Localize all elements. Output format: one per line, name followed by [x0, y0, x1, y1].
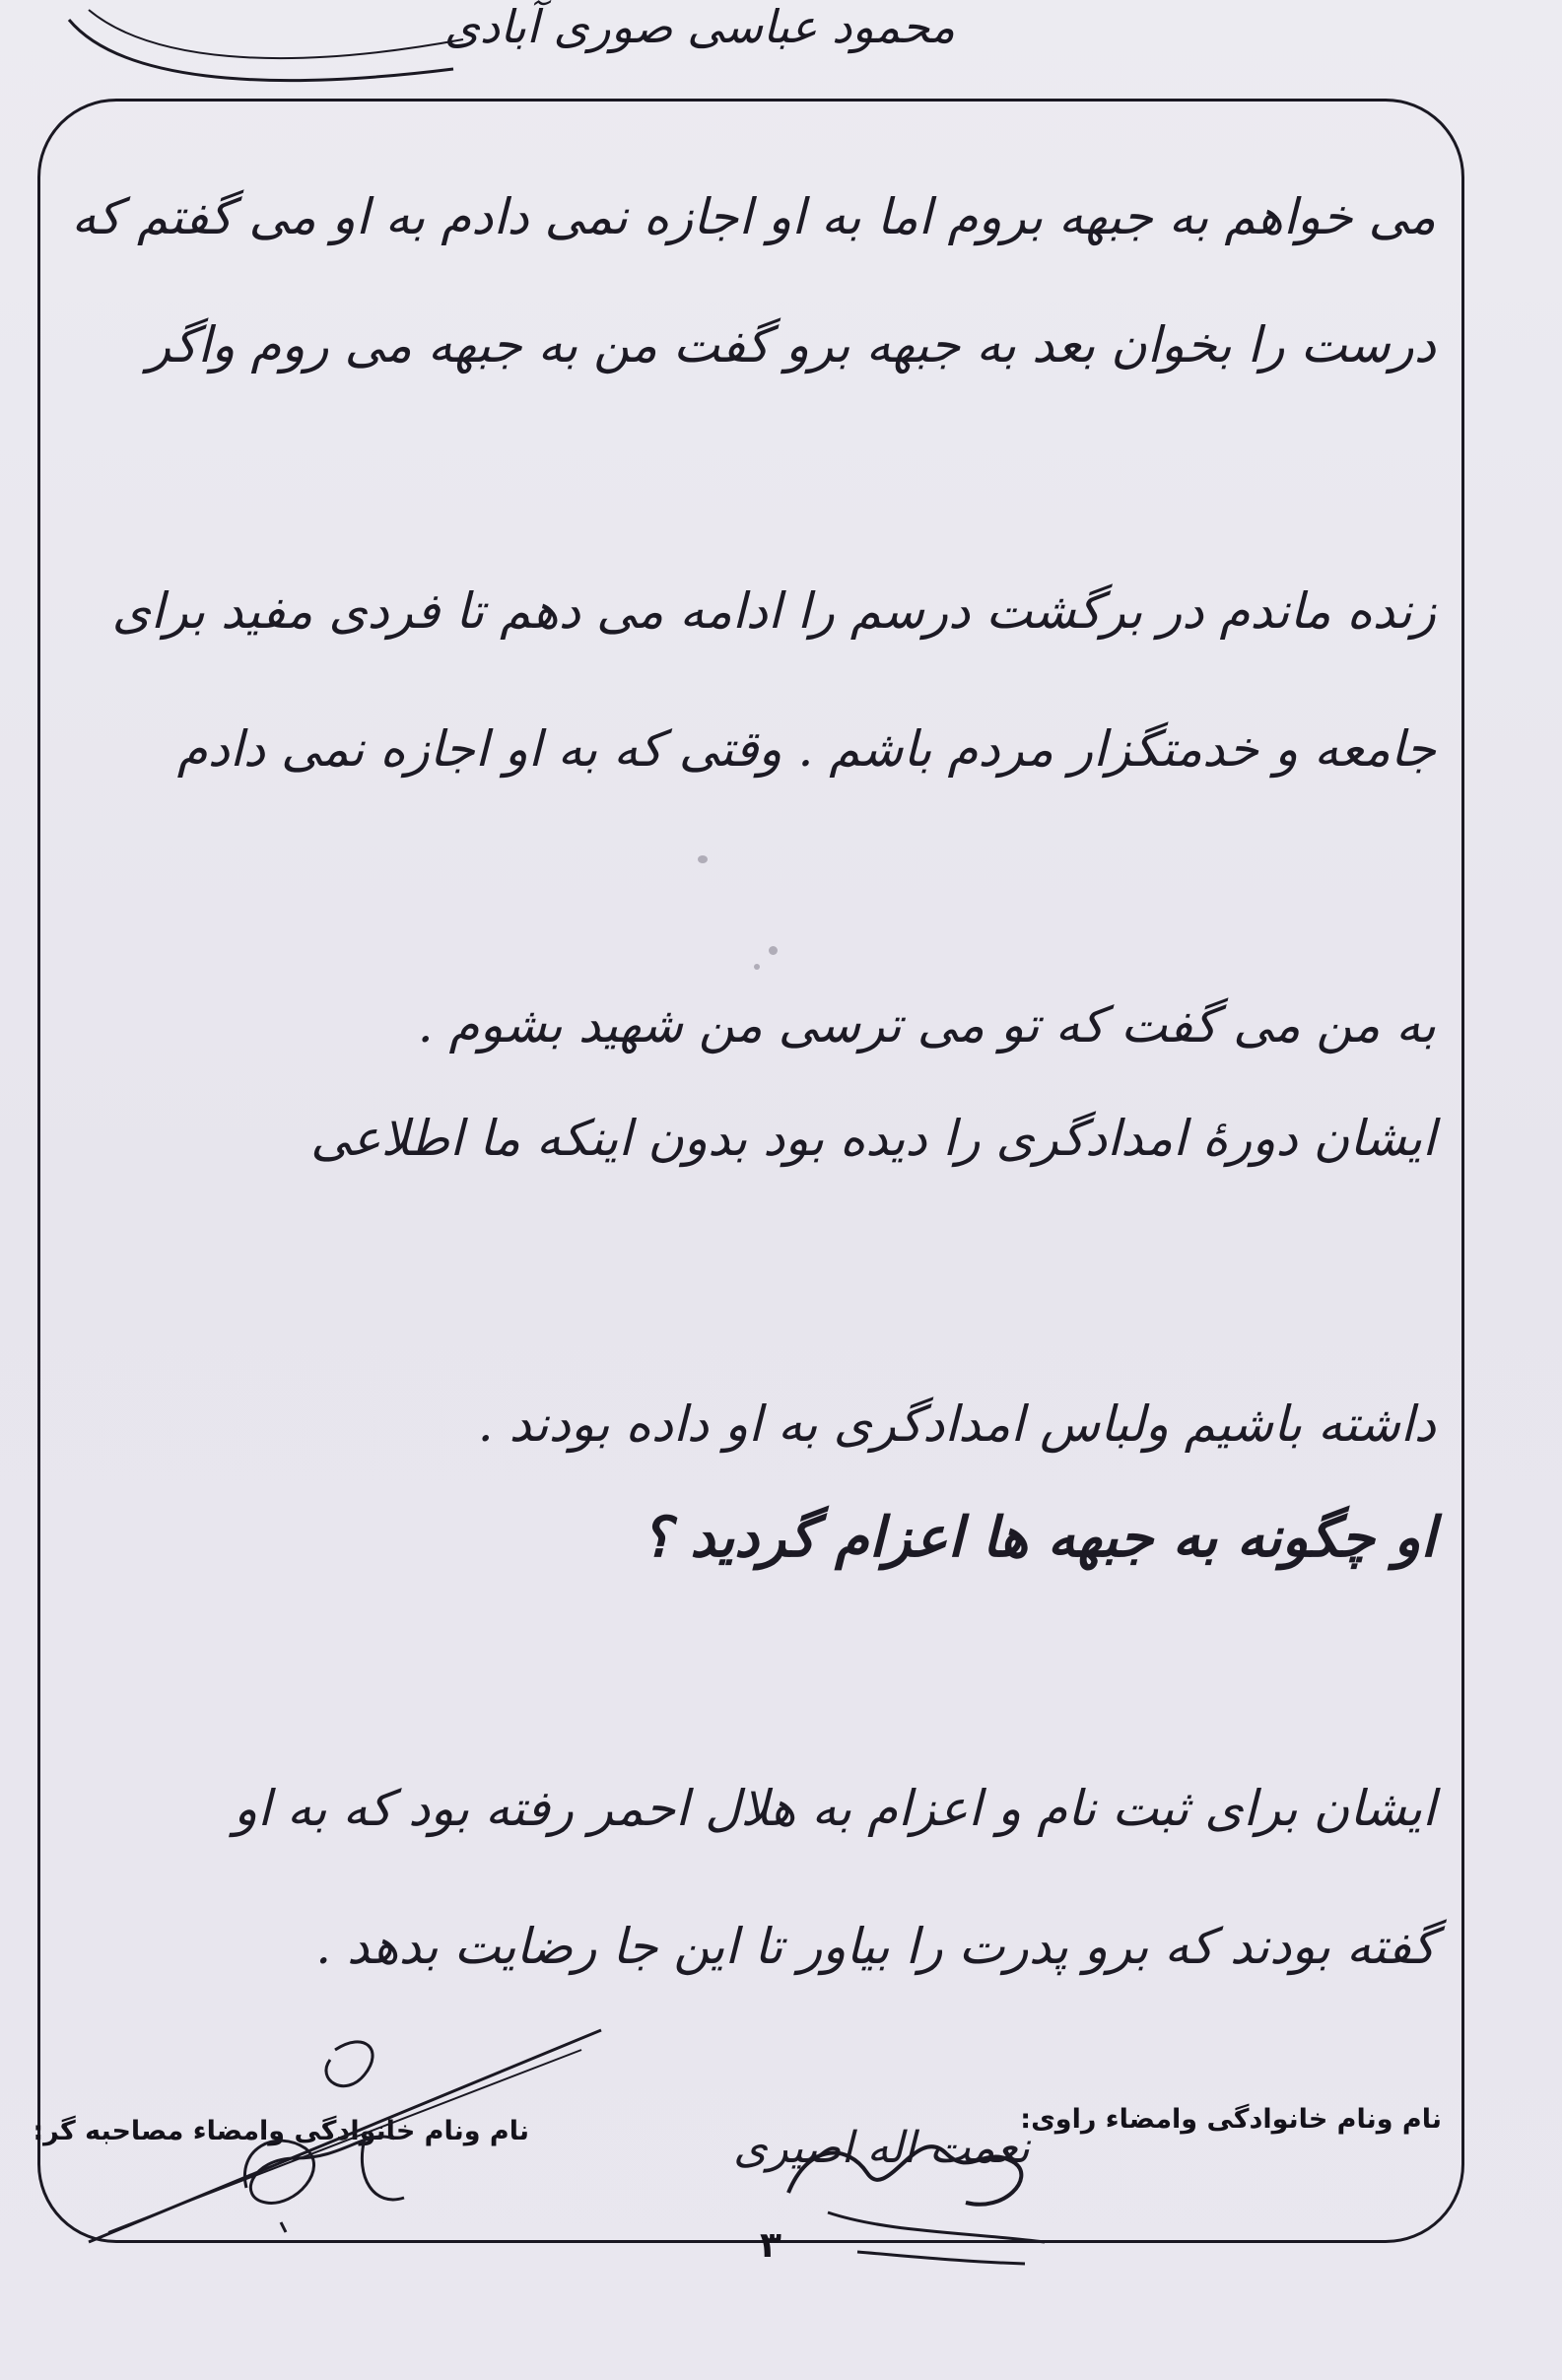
paper-speck	[754, 964, 760, 970]
handwritten-line-6: ایشان دورهٔ امدادگری را دیده بود بدون اینکه ما اطلاعی	[310, 1110, 1436, 1167]
handwritten-line-3: زنده ماندم در برگشت درسم را ادامه می دهم تا فردی مفید برای	[111, 582, 1436, 640]
header-underline-stroke	[59, 0, 473, 108]
handwritten-question: او چگونه به جبهه ها اعزام گردید ؟	[641, 1505, 1436, 1570]
narrator-label: نام ونام خانوادگی وامضاء راوی:	[1020, 2104, 1442, 2135]
paper-speck	[698, 855, 708, 863]
narrator-signature	[769, 2084, 1064, 2272]
handwritten-line-5: به من می گفت که تو می ترسی من شهید بشوم .	[417, 996, 1436, 1054]
handwritten-line-4: جامعه و خدمتگزار مردم باشم . وقتی که به او اجازه نمی دادم	[176, 720, 1436, 778]
handwritten-line-7: داشته باشیم ولباس امدادگری به او داده بودند .	[477, 1395, 1436, 1453]
narrator-name-handwritten: نعمت اله اصیری	[733, 2123, 1030, 2173]
handwritten-line-2: درست را بخوان بعد به جبهه برو گفت من به جبهه می روم واگر	[147, 316, 1436, 374]
page-number: ٣	[760, 2225, 781, 2266]
handwritten-line-1: می خواهم به جبهه بروم اما به او اجازه نمی دادم به او می گفتم که	[71, 188, 1436, 245]
handwritten-line-8: ایشان برای ثبت نام و اعزام به هلال احمر رفته بود که به او	[234, 1780, 1436, 1837]
interviewer-signature	[69, 2020, 621, 2257]
handwritten-line-9: گفته بودند که برو پدرت را بیاور تا این جا رضایت بدهد .	[315, 1918, 1436, 1975]
interviewer-label: نام ونام خانوادگی وامضاء مصاحبه گر:	[33, 2116, 529, 2146]
handwritten-header-name: محمود عباسی صوری آبادی	[443, 0, 956, 53]
paper-speck	[769, 946, 778, 955]
